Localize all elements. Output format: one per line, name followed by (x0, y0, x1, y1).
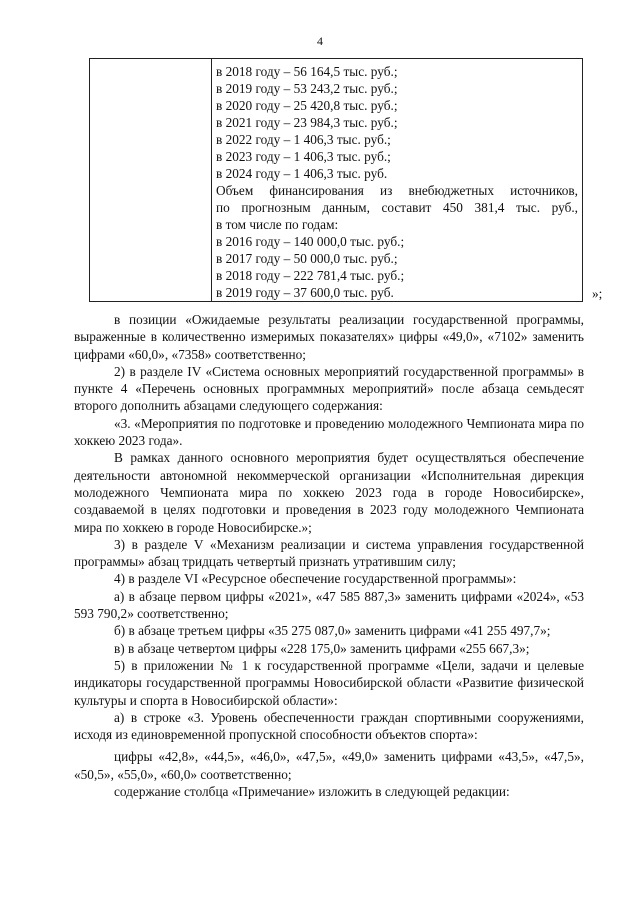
paragraph: в позиции «Ожидаемые результаты реализации государственной программы, выраженные в количественно измеримых показателях» цифры «49,0», «7102» заменить цифрами «60,0», «7358» соответственно; (74, 312, 584, 362)
table-line: Объем финансирования из внебюджетных источников, (216, 183, 578, 198)
financing-table (89, 58, 583, 302)
paragraph: а) в абзаце первом цифры «2021», «47 585 887,3» заменить цифрами «2024», «53 593 790,2» соответственно; (74, 588, 584, 622)
table-line: в 2018 году – 222 781,4 тыс. руб.; (216, 268, 405, 283)
document-body (74, 311, 584, 800)
table-line: в 2022 году – 1 406,3 тыс. руб.; (216, 132, 391, 147)
table-column-divider (211, 59, 212, 301)
paragraph: 2) в разделе IV «Система основных мероприятий государственной программы» в пункте 4 «Перечень основных программных мероприятий» после абзаца семьдесят второго дополнить абзацами следующего содержания: (74, 363, 584, 414)
paragraph: содержание столбца «Примечание» изложить в следующей редакции: (114, 784, 510, 800)
financing-cell (216, 63, 578, 301)
table-line: в 2021 году – 23 984,3 тыс. руб.; (216, 115, 398, 130)
paragraph: б) в абзаце третьем цифры «35 275 087,0» заменить цифрами «41 255 497,7»; (114, 623, 551, 639)
table-line: по прогнозным данным, составит 450 381,4 тыс. руб., (216, 200, 578, 215)
paragraph: а) в строке «3. Уровень обеспеченности граждан спортивными сооружениями, исходя из единовременной пропускной способности объектов спорта»: (74, 709, 584, 743)
page-number: 4 (317, 34, 323, 48)
paragraph: В рамках данного основного мероприятия будет осуществляться обеспечение деятельности автономной некоммерческой организации «Исполнительная дирекция молодежного Чемпионата мира по хоккею 2023 года в городе Новосибирске», создаваемой в целях подготовки и проведения в 2023 году молодежного Чемпионата мира по хоккею в городе Новосибирске.»; (74, 450, 584, 535)
paragraph: 5) в приложении № 1 к государственной программе «Цели, задачи и целевые индикаторы государственной программы Новосибирской области «Развитие физической культуры и спорта в Новосибирской области»: (74, 657, 584, 708)
table-line: в 2023 году – 1 406,3 тыс. руб.; (216, 149, 391, 164)
paragraph: в) в абзаце четвертом цифры «228 175,0» заменить цифрами «255 667,3»; (114, 640, 530, 656)
table-closing-quote: »; (592, 286, 603, 301)
table-line: в 2019 году – 53 243,2 тыс. руб.; (216, 81, 398, 96)
paragraph: «3. «Мероприятия по подготовке и проведению молодежного Чемпионата мира по хоккею 2023 года». (74, 415, 584, 449)
table-line: в 2024 году – 1 406,3 тыс. руб. (216, 166, 388, 181)
paragraph: 3) в разделе V «Механизм реализации и система управления государственной программы» абзац тридцать четвертый признать утратившим силу; (74, 536, 584, 570)
paragraph: цифры «42,8», «44,5», «46,0», «47,5», «49,0» заменить цифрами «43,5», «47,5», «50,5», «55,0», «60,0» соответственно; (74, 749, 584, 782)
table-line: в 2019 году – 37 600,0 тыс. руб. (216, 285, 394, 300)
table-line: в том числе по годам: (216, 217, 339, 232)
table-line: в 2016 году – 140 000,0 тыс. руб.; (216, 234, 405, 249)
table-line: в 2020 году – 25 420,8 тыс. руб.; (216, 98, 398, 113)
table-line: в 2017 году – 50 000,0 тыс. руб.; (216, 251, 398, 266)
paragraph: 4) в разделе VI «Ресурсное обеспечение государственной программы»: (114, 571, 517, 587)
table-line: в 2018 году – 56 164,5 тыс. руб.; (216, 64, 398, 79)
